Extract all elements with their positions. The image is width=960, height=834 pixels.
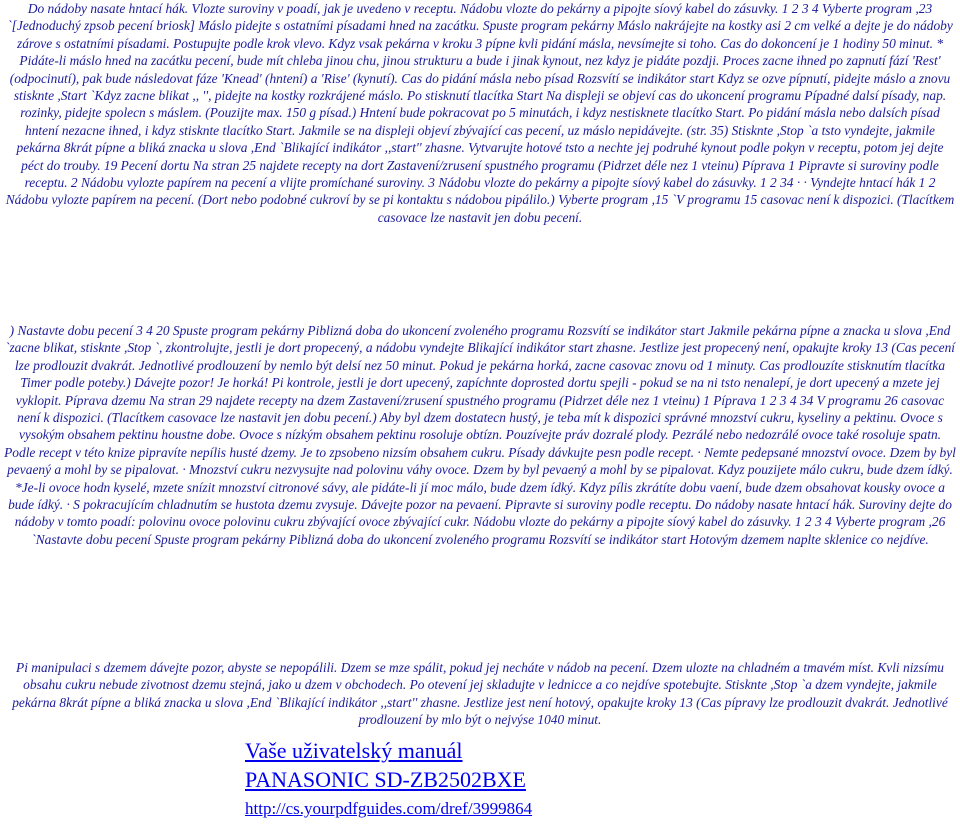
product-model-link[interactable]: PANASONIC SD-ZB2502BXE: [245, 767, 526, 792]
paragraph-cake-and-jam-instructions: ) Nastavte dobu pecení 3 4 20 Spuste program pekárny Piblizná doba do ukoncení zvoleného programu Rozsvítí se indikátor start Jakmile pekárna pípne a znacka u slova ,End `zacne blikat, stisknte ,Stop `, zkontrolujte, jestli je dort propecený, a nádobu vyndejte Blikající indikátor start zhasne. Jestlize jest propecený není, opakujte kroky 13 (Cas pecení lze prodlouzit dvakrát. Jednotlivé prodlouzení by nemlo být delsí nez 50 minut. Pokud je pekárna horká, zacne casovac znovu od 1 minuty. Cas prodlouzíte stisknutím tlacítka Timer podle poteby.) Dávejte pozor! Je horká! Pi kontrole, jestli je dort upecený, zapíchnte doprosted dortu spejli - pokud se na ni tsto nenalepí, je dort upecený a mzete jej vyklopit. Píprava dzemu Na stran 29 najdete recepty na dzem Zastavení/zrusení spustného programu (Pidrzet déle nez 1 vteinu) 1 Píprava 1 2 3 4 34 V programu 26 casovac není k dispozici. (Tlacítkem casovace lze nastavit jen dobu pecení.) Aby byl dzem dostatecn hustý, je teba mít k dispozici správné mnozství cukru, kyseliny a pektinu. Ovoce s vysokým obsahem pektinu houstne dobe. Ovoce s nízkým obsahem pektinu rosoluje obtízn. Pouzívejte práv dozralé plody. Pezrálé nebo nedozrálé ovoce také rosoluje spatn. Podle recept v této knize pipravíte nepílis husté dzemy. Je to zpsobeno nizsím obsahem cukru. Písady dávkujte pesn podle recept. · Nemte pedepsané mnozství ovoce. Dzem by byl pevaený a mohl by se pipalovat. · Mnozství cukru nezvysujte nad polovinu váhy ovoce. Dzem by byl pevaený a mohl by se pipalovat. Kdyz pouzijete málo cukru, bude dzem ídký. *Je-li ovoce hodn kyselé, mzete snízit mnozství citronové sávy, ale pidáte-li jí moc málo, bude dzem ídký. Kdyz pílis zkrátíte dobu vaení, bude dzem obsahovat kousky ovoce a bude ídký. · S pokracujícím chladnutím se hustota dzemu zvysuje. Dávejte pozor na pevaení. Pipravte si suroviny podle receptu. Do nádoby nasate hntací hák. Suroviny dejte do nádoby v tomto poadí: polovinu ovoce polovinu cukru zbývající ovoce zbývající cukr. Nádobu vlozte do pekárny a pipojte síový kabel do zásuvky. 1 2 3 4 Vyberte program ,26 `Nastavte dobu pecení Spuste program pekárny Piblizná doba do ukoncení zvoleného programu Rozsvítí se indikátor start Hotovým dzemem naplte sklenice co nejdíve.: [4, 323, 956, 547]
manual-link-footer: [245, 737, 532, 823]
user-manual-link[interactable]: Vaše uživatelský manuál: [245, 738, 463, 763]
paragraph-jam-storage-instructions: Pi manipulaci s dzemem dávejte pozor, abyste se nepopálili. Dzem se mze spálit, pokud jej necháte v nádob na pecení. Dzem ulozte na chladném a tmavém míst. Kvli nizsímu obsahu cukru nebude zivotnost dzemu stejná, jako u dzem v obchodech. Po otevení jej skladujte v lednicce a co nejdíve spotebujte. Stisknte ,Stop `a dzem vyndejte, jakmile pekárna 8krát pípne a bliká znacka u slova ,End `Blikající indikátor ,,start'' zhasne. Jestlize jest není hotový, opakujte kroky 13 (Cas pípravy lze prodlouzit dvakrát. Jednotlivé prodlouzení by mlo být o nejvýse 1040 minut.: [12, 660, 948, 728]
manual-url-link[interactable]: http://cs.yourpdfguides.com/dref/3999864: [245, 799, 533, 818]
paragraph-bread-and-cake-instructions: Do nádoby nasate hntací hák. Vlozte suroviny v poadí, jak je uvedeno v receptu. Nádobu vlozte do pekárny a pipojte síový kabel do zásuvky. 1 2 3 4 Vyberte program ,23 `[Jednoduchý zpsob pecení briosk] Máslo pidejte s ostatními písadami hned na zacátku. Spuste program pekárny Máslo nakrájejte na kostky asi 2 cm velké a dejte je do nádoby zárove s ostatními písadami. Postupujte podle krok vlevo. Kdyz vsak pekárna v kroku 3 pípne kvli pidání másla, nevsímejte si toho. Cas do dokoncení je 1 hodiny 50 minut. * Pidáte-li máslo hned na zacátku pecení, bude mít chleba jinou chu, jinou strukturu a bude i jinak kynout, nez kdyz je pidáte pozdji. Proces zacne ihned po zapnutí fází 'Rest' (odpocinutí), pak bude následovat fáze 'Knead' (hntení) a 'Rise' (kynutí). Cas do pidání másla nebo písad Rozsvítí se indikátor start Kdyz se ozve pípnutí, pidejte máslo a znovu stisknte ,Start `Kdyz zacne blikat ,, '', pidejte na kostky rozkrájené máslo. Po stisknutí tlacítka Start Na displeji se objeví cas do ukoncení programu Pípadné dalsí písady, nap. rozinky, pidejte spolecn s máslem. (Pouzijte max. 150 g písad.) Hntení bude pokracovat po 5 minutách, i kdyz nestisknete tlacítko Start. Po pidání másla nebo dalsích písad hntení nezacne ihned, i kdyz stisknte tlacítko Start. Jakmile se na displeji objeví zbývající cas pecení, uz máslo nepidávejte. (str. 35) Stisknte ,Stop `a tsto vyndejte, jakmile pekárna 8krát pípne a bliká znacka u slova ,End `Blikající indikátor ,,start'' zhasne. Vytvarujte hotové tsto a nechte jej podruhé kynout podle pokyn v receptu, potom jej dejte péct do trouby. 19 Pecení dortu Na stran 25 najdete recepty na dort Zastavení/zrusení spustného programu (Pidrzet déle nez 1 vteinu) Píprava 1 Pipravte si suroviny podle receptu. 2 Nádobu vylozte papírem na pecení a vlijte promíchané suroviny. 3 Nádobu vlozte do pekárny a pipojte síový kabel do zásuvky. 1 2 34 · · Vyndejte hntací hák 1 2 Nádobu vylozte papírem na pecení. (Dort nebo podobné cukroví by se pi kontaktu s nádobou pipálilo.) Vyberte program ,15 `V programu 15 casovac není k dispozici. (Tlacítkem casovace lze nastavit jen dobu pecení.: [5, 1, 955, 225]
